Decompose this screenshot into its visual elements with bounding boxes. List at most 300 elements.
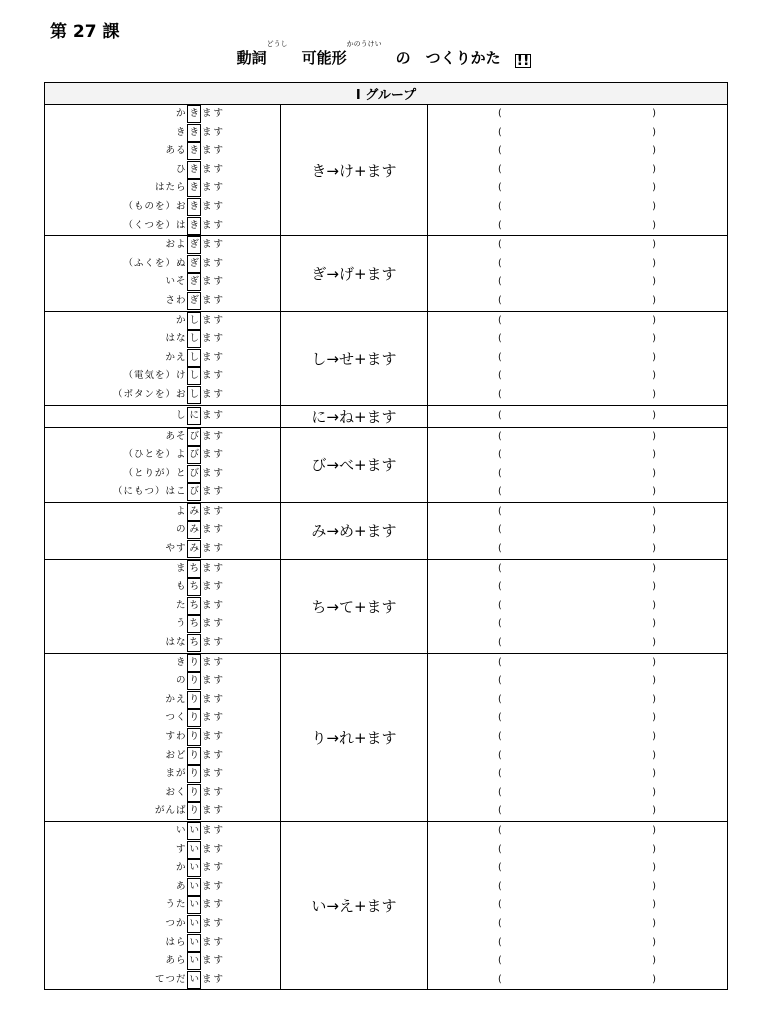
open-paren: ( [498, 388, 502, 400]
verb-stem-box: り [187, 784, 201, 802]
verb-suffix: ます [201, 430, 225, 442]
verb-prefix: つか [165, 917, 187, 929]
verb-suffix: ます [201, 257, 225, 269]
verb-item [45, 503, 280, 522]
verb-stem-box: き [187, 217, 201, 235]
verb-stem-box: り [187, 672, 201, 690]
verb-suffix: ます [201, 182, 225, 194]
close-paren: ) [652, 917, 657, 929]
close-paren: ) [652, 200, 657, 212]
verb-stem-box: い [187, 859, 201, 877]
verb-prefix: う [175, 618, 187, 630]
verb-suffix: ます [201, 388, 225, 400]
verb-suffix: ます [201, 562, 225, 574]
answer-blank[interactable] [428, 386, 727, 405]
verb-item [45, 802, 280, 821]
answer-blank[interactable] [428, 483, 727, 502]
verb-stem-box: ぎ [187, 236, 201, 254]
answer-blank[interactable] [428, 654, 727, 673]
verb-stem-box: い [187, 841, 201, 859]
close-paren: ) [652, 239, 657, 251]
answer-blank[interactable] [428, 634, 727, 653]
answer-blank[interactable] [428, 878, 727, 897]
verb-stem-box: い [187, 822, 201, 840]
verb-item [45, 273, 280, 292]
verb-prefix: かえ [165, 351, 187, 363]
close-paren: ) [652, 843, 657, 855]
open-paren: ( [498, 108, 502, 119]
open-paren: ( [498, 675, 502, 687]
verb-prefix: はな [165, 637, 187, 649]
answer-blank[interactable] [428, 560, 727, 579]
verb-item [45, 878, 280, 897]
verb-suffix: ます [201, 618, 225, 630]
conversion-rule: ち→て+ます [281, 559, 428, 653]
conversion-rule: き→け+ます [281, 105, 428, 236]
verb-stem-box: り [187, 765, 201, 783]
open-paren: ( [498, 618, 502, 630]
answer-blank[interactable] [428, 521, 727, 540]
verb-stem-box: り [187, 802, 201, 820]
group-row [45, 559, 728, 653]
verb-stem-box: ぎ [187, 273, 201, 291]
answer-blank[interactable] [428, 859, 727, 878]
close-paren: ) [652, 581, 657, 593]
answer-blank[interactable] [428, 578, 727, 597]
answer-cell [428, 311, 728, 405]
open-paren: ( [498, 370, 502, 382]
verb-item [45, 330, 280, 349]
answer-cell [428, 821, 728, 989]
verb-stem-box: き [187, 124, 201, 142]
answer-blank[interactable] [428, 915, 727, 934]
verb-stem-box: み [187, 540, 201, 558]
verb-prefix: はら [165, 936, 187, 948]
verb-item [45, 407, 280, 426]
verb-item [45, 672, 280, 691]
answer-blank[interactable] [428, 312, 727, 331]
verb-suffix: ます [201, 637, 225, 649]
answer-blank[interactable] [428, 540, 727, 559]
open-paren: ( [498, 430, 502, 442]
answer-blank[interactable] [428, 105, 727, 124]
verb-prefix: す [175, 843, 187, 855]
verb-stem-box: し [187, 386, 201, 404]
open-paren: ( [498, 467, 502, 479]
open-paren: ( [498, 917, 502, 929]
verb-stem-box: し [187, 367, 201, 385]
close-paren: ) [652, 467, 657, 479]
verb-stem-box: り [187, 747, 201, 765]
close-paren: ) [652, 294, 657, 306]
close-paren: ) [652, 899, 657, 911]
answer-blank[interactable] [428, 672, 727, 691]
answer-blank[interactable] [428, 822, 727, 841]
answer-blank[interactable] [428, 217, 727, 236]
answer-blank[interactable] [428, 407, 727, 426]
close-paren: ) [652, 637, 657, 649]
group-row [45, 311, 728, 405]
open-paren: ( [498, 257, 502, 269]
verb-suffix: ます [201, 731, 225, 742]
open-paren: ( [498, 486, 502, 498]
title-word-doushi: 動詞どうし [236, 40, 288, 67]
conversion-rule: み→め+ます [281, 502, 428, 559]
close-paren: ) [652, 370, 657, 382]
verb-list-cell [45, 653, 281, 821]
verb-prefix: か [175, 314, 187, 326]
close-paren: ) [652, 430, 657, 442]
verb-item [45, 971, 280, 990]
open-paren: ( [498, 786, 502, 798]
verb-suffix: ます [201, 862, 225, 874]
open-paren: ( [498, 314, 502, 326]
answer-blank[interactable] [428, 161, 727, 180]
verb-item [45, 728, 280, 747]
answer-cell [428, 653, 728, 821]
conversion-rule: し→せ+ます [281, 311, 428, 405]
close-paren: ) [652, 731, 657, 742]
close-paren: ) [652, 693, 657, 705]
answer-blank[interactable] [428, 273, 727, 292]
open-paren: ( [498, 200, 502, 212]
open-paren: ( [498, 805, 502, 817]
verb-prefix: （ボタンを）お [112, 388, 187, 400]
open-paren: ( [498, 505, 502, 517]
answer-blank[interactable] [428, 691, 727, 710]
open-paren: ( [498, 351, 502, 363]
answer-cell [428, 236, 728, 311]
verb-suffix: ます [201, 449, 225, 461]
verb-suffix: ます [201, 749, 225, 761]
verb-prefix: か [175, 862, 187, 874]
verb-prefix: （くつを）は [123, 219, 187, 231]
answer-blank[interactable] [428, 728, 727, 747]
verb-item [45, 142, 280, 161]
close-paren: ) [652, 862, 657, 874]
answer-blank[interactable] [428, 784, 727, 803]
answer-cell [428, 502, 728, 559]
group-row [45, 821, 728, 989]
verb-item [45, 446, 280, 465]
close-paren: ) [652, 749, 657, 761]
group-row [45, 653, 728, 821]
verb-prefix: かえ [165, 693, 187, 705]
verb-stem-box: ち [187, 597, 201, 615]
close-paren: ) [652, 449, 657, 461]
close-paren: ) [652, 409, 657, 421]
verb-prefix: き [175, 656, 187, 668]
verb-stem-box: に [187, 407, 201, 425]
verb-item [45, 952, 280, 971]
group-row [45, 105, 728, 236]
open-paren: ( [498, 824, 502, 836]
answer-blank[interactable] [428, 292, 727, 311]
verb-stem-box: い [187, 915, 201, 933]
verb-prefix: がんば [154, 805, 187, 817]
verb-stem-box: み [187, 521, 201, 539]
verb-item [45, 105, 280, 124]
verb-stem-box: り [187, 728, 201, 746]
close-paren: ) [652, 505, 657, 517]
open-paren: ( [498, 239, 502, 251]
answer-blank[interactable] [428, 236, 727, 255]
exclamation-mark-icon: !! [516, 53, 530, 69]
open-paren: ( [498, 768, 502, 780]
close-paren: ) [652, 145, 657, 157]
close-paren: ) [652, 618, 657, 630]
open-paren: ( [498, 599, 502, 611]
answer-cell [428, 405, 728, 427]
answer-blank[interactable] [428, 142, 727, 161]
title-rest: の つくりかた [395, 49, 501, 67]
open-paren: ( [498, 543, 502, 555]
answer-blank[interactable] [428, 446, 727, 465]
open-paren: ( [498, 862, 502, 874]
answer-blank[interactable] [428, 615, 727, 634]
verb-prefix: つく [165, 712, 187, 724]
verb-stem-box: い [187, 971, 201, 989]
verb-suffix: ます [201, 108, 225, 119]
verb-list-cell [45, 559, 281, 653]
close-paren: ) [652, 351, 657, 363]
close-paren: ) [652, 543, 657, 555]
answer-blank[interactable] [428, 597, 727, 616]
group-header: Ⅰ グループ [45, 83, 728, 105]
answer-blank[interactable] [428, 971, 727, 990]
answer-blank[interactable] [428, 765, 727, 784]
verb-item [45, 292, 280, 311]
close-paren: ) [652, 257, 657, 269]
open-paren: ( [498, 731, 502, 742]
answer-blank[interactable] [428, 124, 727, 143]
verb-item [45, 217, 280, 236]
verb-suffix: ます [201, 543, 225, 555]
answer-blank[interactable] [428, 367, 727, 386]
verb-suffix: ます [201, 656, 225, 668]
verb-prefix: おど [165, 749, 187, 761]
verb-prefix: （ものを）お [123, 200, 187, 212]
close-paren: ) [652, 712, 657, 724]
answer-blank[interactable] [428, 330, 727, 349]
open-paren: ( [498, 955, 502, 967]
answer-blank[interactable] [428, 255, 727, 274]
verb-stem-box: し [187, 312, 201, 330]
verb-item [45, 124, 280, 143]
verb-prefix: き [175, 126, 187, 138]
verb-list-cell [45, 502, 281, 559]
verb-suffix: ます [201, 786, 225, 798]
verb-prefix: はたら [154, 182, 187, 194]
close-paren: ) [652, 163, 657, 175]
verb-item [45, 578, 280, 597]
open-paren: ( [498, 182, 502, 194]
verb-stem-box: い [187, 952, 201, 970]
verb-item [45, 255, 280, 274]
verb-suffix: ます [201, 219, 225, 231]
answer-blank[interactable] [428, 747, 727, 766]
verb-prefix: （ふくを）ぬ [123, 257, 187, 269]
answer-blank[interactable] [428, 428, 727, 447]
verb-prefix: か [175, 108, 187, 119]
verb-prefix: （にもつ）はこ [112, 486, 187, 498]
open-paren: ( [498, 409, 502, 421]
conversion-rule: り→れ+ます [281, 653, 428, 821]
verb-suffix: ます [201, 524, 225, 536]
answer-blank[interactable] [428, 896, 727, 915]
open-paren: ( [498, 693, 502, 705]
verb-prefix: （電気を）け [123, 370, 187, 382]
verb-prefix: し [175, 409, 187, 421]
verb-item [45, 597, 280, 616]
close-paren: ) [652, 955, 657, 967]
verb-list-cell [45, 821, 281, 989]
verb-stem-box: ち [187, 560, 201, 578]
conjugation-table [44, 82, 728, 990]
verb-stem-box: ち [187, 634, 201, 652]
verb-item [45, 179, 280, 198]
verb-stem-box: し [187, 330, 201, 348]
group-row [45, 427, 728, 502]
verb-prefix: よ [175, 505, 187, 517]
verb-list-cell [45, 105, 281, 236]
verb-suffix: ます [201, 486, 225, 498]
verb-stem-box: い [187, 896, 201, 914]
verb-suffix: ます [201, 843, 225, 855]
answer-cell [428, 559, 728, 653]
verb-item [45, 784, 280, 803]
close-paren: ) [652, 314, 657, 326]
verb-prefix: ま [175, 562, 187, 574]
verb-stem-box: い [187, 878, 201, 896]
verb-item [45, 615, 280, 634]
verb-prefix: すわ [165, 731, 187, 742]
verb-suffix: ます [201, 200, 225, 212]
verb-prefix: さわ [165, 294, 187, 306]
open-paren: ( [498, 449, 502, 461]
verb-prefix: （とりが）と [123, 467, 187, 479]
close-paren: ) [652, 108, 657, 119]
answer-blank[interactable] [428, 503, 727, 522]
verb-suffix: ます [201, 163, 225, 175]
verb-suffix: ます [201, 505, 225, 517]
verb-stem-box: ぎ [187, 255, 201, 273]
verb-suffix: ます [201, 824, 225, 836]
verb-list-cell [45, 236, 281, 311]
verb-item [45, 691, 280, 710]
verb-prefix: まが [165, 768, 187, 780]
close-paren: ) [652, 486, 657, 498]
open-paren: ( [498, 712, 502, 724]
open-paren: ( [498, 562, 502, 574]
verb-suffix: ます [201, 126, 225, 138]
verb-suffix: ます [201, 917, 225, 929]
verb-stem-box: ち [187, 615, 201, 633]
verb-item [45, 540, 280, 559]
verb-prefix: の [175, 675, 187, 687]
verb-suffix: ます [201, 768, 225, 780]
verb-suffix: ます [201, 239, 225, 251]
verb-item [45, 634, 280, 653]
verb-prefix: おく [165, 786, 187, 798]
verb-list-cell [45, 427, 281, 502]
conversion-rule: い→え+ます [281, 821, 428, 989]
verb-prefix: いそ [165, 276, 187, 288]
verb-suffix: ます [201, 599, 225, 611]
verb-stem-box: し [187, 349, 201, 367]
answer-blank[interactable] [428, 179, 727, 198]
answer-blank[interactable] [428, 709, 727, 728]
verb-item [45, 198, 280, 217]
verb-item [45, 236, 280, 255]
verb-item [45, 428, 280, 447]
close-paren: ) [652, 276, 657, 288]
open-paren: ( [498, 637, 502, 649]
verb-suffix: ます [201, 955, 225, 967]
open-paren: ( [498, 276, 502, 288]
verb-stem-box: り [187, 654, 201, 672]
answer-blank[interactable] [428, 934, 727, 953]
close-paren: ) [652, 182, 657, 194]
verb-item [45, 560, 280, 579]
verb-suffix: ます [201, 409, 225, 421]
verb-prefix: ある [165, 145, 187, 157]
open-paren: ( [498, 843, 502, 855]
verb-prefix: い [175, 824, 187, 836]
verb-prefix: うた [165, 899, 187, 911]
verb-item [45, 483, 280, 502]
conversion-rule: ぎ→げ+ます [281, 236, 428, 311]
conversion-rule: に→ね+ます [281, 405, 428, 427]
close-paren: ) [652, 786, 657, 798]
open-paren: ( [498, 973, 502, 985]
answer-blank[interactable] [428, 465, 727, 484]
group-row [45, 502, 728, 559]
verb-stem-box: び [187, 446, 201, 464]
answer-blank[interactable] [428, 841, 727, 860]
verb-prefix: てつだ [154, 973, 187, 985]
title-word-kanoukei: 可能形かのうけい [301, 40, 382, 67]
lesson-label: 第 27 課 [50, 22, 120, 42]
verb-suffix: ます [201, 675, 225, 687]
answer-blank[interactable] [428, 349, 727, 368]
open-paren: ( [498, 936, 502, 948]
verb-stem-box: き [187, 161, 201, 179]
close-paren: ) [652, 675, 657, 687]
open-paren: ( [498, 899, 502, 911]
verb-item [45, 367, 280, 386]
verb-prefix: （ひとを）よ [123, 449, 187, 461]
page-title [0, 40, 768, 68]
verb-suffix: ます [201, 314, 225, 326]
close-paren: ) [652, 562, 657, 574]
answer-cell [428, 427, 728, 502]
verb-suffix: ます [201, 276, 225, 288]
answer-blank[interactable] [428, 198, 727, 217]
verb-prefix: た [175, 599, 187, 611]
open-paren: ( [498, 524, 502, 536]
verb-item [45, 312, 280, 331]
close-paren: ) [652, 388, 657, 400]
verb-prefix: も [175, 581, 187, 593]
answer-blank[interactable] [428, 802, 727, 821]
verb-item [45, 349, 280, 368]
verb-item [45, 822, 280, 841]
answer-blank[interactable] [428, 952, 727, 971]
verb-prefix: ひ [175, 163, 187, 175]
verb-item [45, 465, 280, 484]
conversion-rule: び→べ+ます [281, 427, 428, 502]
